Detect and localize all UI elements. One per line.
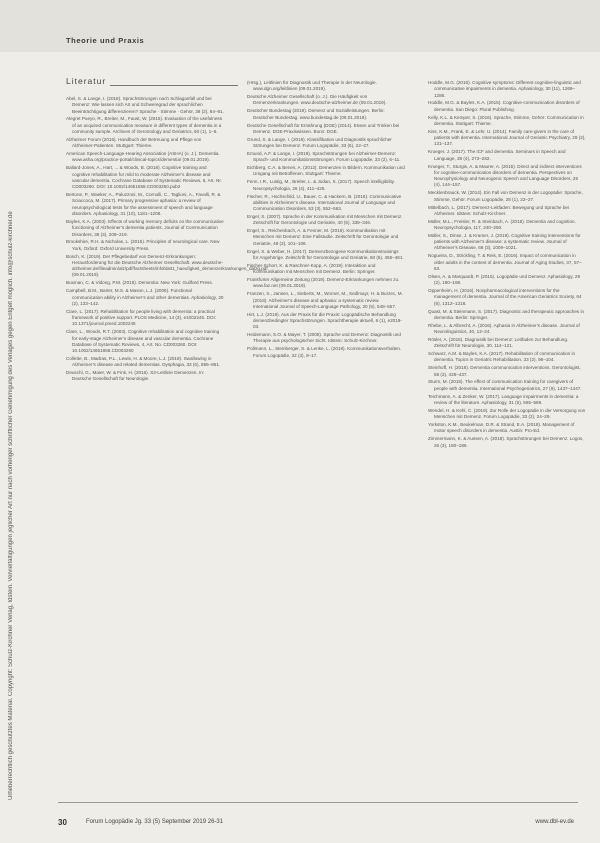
page-number: 30 xyxy=(58,818,67,827)
reference-entry: Clare, L., Woods, R.T. (2003). Cognitive rehabilitation and cognitive training for early-stage Alzheimer’s disease and vascular dementia. Cochrane Database of Systematic Reviews, 4, Art. No. CD003260. DOI: 10.1002/14651858.CD003260 xyxy=(66,329,220,354)
reference-entry: Mecklenbrauck, W. (2014). Ein Fall von Demenz in der Logopädie: Sprache, Stimme, Gehör. Forum Logopädie, 28 (1), 22–27. xyxy=(428,190,583,202)
reference-entry: Franzen, S., Jansen, L., Sieberts, M., Worner, M., Sedlmayr, H. & Burzec, M. (2018). Alzheimer’s disease and aphasia: a systematic review. International Journal of Speech-Language Pathology, 20 (5), 548–557. xyxy=(247,291,403,309)
journal-info: Forum Logopädie Jg. 33 (5) September 2019 26-31 xyxy=(86,819,224,825)
reference-entry: Fenn, I.R., Lustig, M., Breiter, L. & Jodan, S. (2017). Speech intelligibility. Neuropsychologia, 26 (4), 411–425. xyxy=(247,179,396,191)
reference-entry: American Speech-Language-Hearing Association (ASHA) (o. J.). Dementia. www.asha.org/practice-portal/clinical-topics/dementia/ (09.01.2019). xyxy=(66,151,220,163)
heading-rule xyxy=(110,85,238,86)
reference-entry: Oppenheim, H. (2016). Nonpharmacological interventions for the management of dementia. Journal of the American Geriatrics Society, 64 (6), 1312–1318. xyxy=(428,288,582,306)
footer-divider xyxy=(58,802,578,803)
reference-entry: Heidemann, S.O. & Mayer, T. (2008). Sprache und Demenz: Diagnostik und Therapie aus psychologischer Sicht. Idstein: Schulz-Kirchner. xyxy=(247,332,401,344)
reference-entry: Hirt, L.J. (2019). Aus der Praxis für die Praxis: Logopädische Behandlung demenzbedingter Sprachstörungen. Sprachtherapie aktuell, 6 (1), e2019-03. xyxy=(247,311,402,330)
reference-entry: Schwarz, A.M. & Bayles, K.A. (2017). Rehabilitation of communication in dementia. Topics in Geriatric Rehabilitation, 33 (2), 96–104. xyxy=(428,351,576,363)
reference-entry: Nogueira, D., Strickling, T. & Reis, E. (2016). Impact of communication in older adults in the context of dementia. Journal of Aging Studies, 37, 57–63. xyxy=(428,253,582,271)
reference-entry: Yorkston, K.M., Beukelman, D.R. & Strand, E.A. (2018). Management of motor speech disorders in dementia. Austin: Pro-Ed. xyxy=(428,422,575,434)
reference-entry: Deutscher Bundestag (2019). Demenz und Sozialleistungen. Berlin: Deutscher Bundestag. www.bundestag.de (09.01.2019). xyxy=(247,108,385,120)
reference-entry: Ballard-Jones, A., Hart, ... & Woods, B. (2018). Cognitive training and cognitive rehabilitation for mild to moderate Alzheimer’s disease and vascular dementia. Cochrane Database of Systematic Reviews, 6, Art. Nr. CD003260. DOI: 10.1002/14651858.CD003260.pub2 xyxy=(66,165,222,190)
reference-entry: Deuschl, G., Maier, W. & Fink, H. (2016). S3-Leitlinie Demenzen. In: Deutsche Gesellschaft für Neurologie. xyxy=(66,370,205,382)
reference-entry: Zimmermann, K. & Aussen, A. (2018). Sprachstörungen bei Demenz. Logos, 26 (3), 180–189. xyxy=(428,436,584,448)
reference-entry: Eichberg, C.A. & Benes, A. (2012). Demenzen in Bildern. Kommunikation und Umgang mit Betroffenen. Stuttgart: Thieme. xyxy=(247,165,405,177)
reference-entry: Frankfurter Allgemeine Zeitung (2019). Demenz-Erkrankungen nehmen zu. www.faz.net (09.01.2019). xyxy=(247,277,400,289)
publisher-url[interactable]: www.dbl-ev.de xyxy=(535,819,574,825)
reference-entry: Mittelbach, L. (2017). Demenz-Leitfaden: Bewegung und Sprache bei Alzheimer. Idstein: Schulz-Kirchner. xyxy=(428,204,569,216)
reference-entry: Alegret Pueyo, R., Breiter, M., Faust, W. (2015). Evaluation of the usefulness of an acquired communication measure in different types of dementia in a community sample. Archives of Gerontology and Geriatrics, 60 (1), 1–6. xyxy=(66,116,223,135)
reference-entry: Alzheimer Forum (2016). Handbuch der Betreuung und Pflege von Alzheimer-Patienten. Stuttgart: Thieme. xyxy=(66,136,202,149)
reference-entry: Rösler, A. (2016). Diagnostik bei Demenz: Leitfaden zur Behandlung. Zeitschrift für Neurologie, 30, 114–121. xyxy=(428,336,569,349)
reference-entry: Wendel, H. & Kehl, C. (2019). Zur Rolle der Logopädie in der Versorgung von Menschen mit Demenz. Forum Logopädie, 33 (2), 24–29. xyxy=(428,407,586,420)
reference-entry: (Hrsg.), Leitlinien für Diagnostik und Therapie in der Neurologie. www.dgn.org/leitlinien (09.01.2019). xyxy=(247,80,377,92)
reference-entry: Müller, M.L., Freisler, R. & Steinbach, A. (2018). Dementia and cognition. Neuropsychologia, 117, 240–250. xyxy=(428,218,576,230)
copyright-notice xyxy=(8,60,22,800)
reference-entry: Sturm, M. (2015). The effect of communication training for caregivers of people with dementia. International Psychogeriatrics, 27 (9), 1437–1447. xyxy=(428,379,582,391)
reference-column-2 xyxy=(247,80,405,361)
reference-entry: Olsen, A. & Marquardt, P. (2015). Logopädie und Demenz. Aphasiology, 29 (2), 180–198. xyxy=(428,273,581,286)
reference-entry: Teichmann, A. & Zenker, W. (2017). Language impairments in dementia: a review of the literature. Aphasiology, 31 (5), 565–589. xyxy=(428,393,579,405)
reference-entry: Steinhoff, H. (2018). Dementia communication interventions. Gerontologist, 58 (3), 428–437. xyxy=(428,365,581,377)
reference-entry: Fischer, R., Hochschild, U., Bauer, C. & Hackern, B. (2018). Communicative abilities in Alzheimer’s disease. International Journal of Language and Communication Disorders, 53 (3), 552–563. xyxy=(247,193,402,212)
reference-entry: Fischer-Schorr, K. & Raschner-Kopp, A. (2019). Interaktion und Kommunikation mit Menschen mit Demenz. Berlin: Springer. xyxy=(247,262,376,275)
reference-entry: Grund, S. & Lange, I. (2019). Klassifikation und Diagnostik sprachlicher Störungen bei Demenz. Forum Logopädie, 33 (5), 22–27. xyxy=(247,136,392,149)
section-title: Theorie und Praxis xyxy=(66,36,145,45)
reference-entry: Campbell, B.M., Barter, M.S. & Mason, L.J. (2006). Functional communication ability in Alzheimer’s and other dementias. Aphasiology, 20 (2), 133–142. xyxy=(66,288,224,306)
reference-entry: Buxman, C. & Vidong, P.M. (2016). Dementia: New York: Guilford Press. xyxy=(66,280,213,286)
reference-entry: Engel, S., Reichenbach, A. & Fenner, M. (2016). Kommunikation mit Menschen mit Demenz: Eine Fallstudie. Zeitschrift für Gerontologie und Geriatrie, 49 (2), 101–106. xyxy=(247,228,399,246)
reference-entry: Krueger, J. (2017). The ICF and dementia. Seminars in Speech and Language, 38 (4), 273–282. xyxy=(428,149,566,161)
reference-entry: Deutsche Gesellschaft für Ernährung (DGE) (2014). Essen und Trinken bei Demenz. DGE-Praxiswissen. Bonn: DGE. xyxy=(247,122,400,134)
reference-entry: Engel, S. (2007). Sprache in der Kommunikation mit Menschen mit Demenz. Zeitschrift für Gerontologie und Geriatrie, 40 (5), 339–346. xyxy=(247,213,403,226)
literature-heading: Literatur xyxy=(66,76,107,86)
reference-entry: Engel, S. & Weber, H. (2017). Demenzbezogene Kommunikationstrainings für Angehörige. Zeitschrift für Gerontologie und Geriatrie, 50 (5), 455–461. xyxy=(247,248,404,260)
reference-column-1 xyxy=(66,96,268,384)
reference-entry: Müller, S., Dinse, J. & Kramer, J. (2019). Cognitive training interventions for patients with Alzheimer’s disease: a systematic review. Journal of Alzheimer’s Disease, 68 (3), 1009–1021. xyxy=(428,232,581,251)
reference-entry: Clare, L. (2017). Rehabilitation for people living with dementia: a practical framework of positive support. PLOS Medicine, 14 (3), e1002245. DOI: 10.1371/journal.pmed.1002245 xyxy=(66,308,217,327)
reference-entry: Emund, A.F. & Lange, I. (2019). Sprachstörungen bei Alzheimer-Demenz: Sprach- und Kommunikationsstörungen. Forum Logopädie, 33 (2), 6–11. xyxy=(247,150,401,163)
reference-entry: Bosch, K. (2019). Der Pflegebedarf von Demenz-Erkrankungen: Herausforderung für die Deutsche Alzheimer Gesellschaft. www.deutsche-alzheimer.de/fileadmin/alz/pdf/factsheets/infoblatt1_haeufigkeit_demenzerkrankungen_dalzg.pdf (09.01.2019). xyxy=(66,253,268,278)
reference-column-3 xyxy=(428,80,586,450)
copyright-text: Urheberrechtlich geschütztes Material. Copyright: Schulz-Kirchner Verlag, Idstein. Vervielfältigungen jeglicher Art nur nach vorheriger schriftlicher Genehmigung des Verlages gegen Entgelt möglich. info@schulz-kirchner.de xyxy=(8,211,14,800)
reference-entry: Kiss, K.M., Frank, E. & Lehr, U. (2014). Family care-givers in the care of patients with dementia. International Journal of Geriatric Psychiatry, 29 (2), 131–137. xyxy=(428,128,586,147)
reference-entry: Kelly, K.L. & Kemper, S. (2016). Sprache, Stimme, Gehör: Communication in dementia. Stuttgart: Thieme. xyxy=(428,114,584,126)
reference-entry: Bertone, P., Waeker, A., Paluzzoni, M., Cornulli, C., Taglioni, A., Favalli, R. & Sciaccoca, M. (2017). Primary progressive aphasia: a review of neuropsychological tests for the assessment of speech and language disorders. Aphasiology, 31 (10), 1181–1208. xyxy=(66,192,221,217)
reference-entry: Krueger, T., Sturgis, A. & Maurer, A. (2015). Direct and indirect interventions for cognitive-communication disorders of dementia. Perspectives on Neurophysiology and Neurogenic Speech and Language Disorders, 25 (4), 144–157. xyxy=(428,163,582,188)
reference-entry: Deutsche Alzheimer Gesellschaft (o. J.). Die Häufigkeit von Demenzerkrankungen. www.deutsche-alzheimer.de (09.01.2019). xyxy=(247,94,387,106)
reference-entry: Pollmann, L., Steinberger, S. & Lenke, L. (2018). Kommunikationsverhalten. Forum Logopädie, 32 (3), 8–17. xyxy=(247,346,402,358)
reference-entry: Rhebe, L. & Albrecht, A. (2016). Aphasia in Alzheimer’s disease. Journal of Neurolinguistics, 40, 12–24. xyxy=(428,322,580,334)
reference-entry: Bayles, K.A. (2003). Effects of working memory deficits on the communicative functioning of Alzheimer’s dementia patients. Journal of Communication Disorders, 36 (3), 209–219. xyxy=(66,218,224,237)
reference-entry: Hoddle, M.G. (2016). Cognitive symptoms: Different cognitive-linguistic and communicative impairments in dementia. Aphasiology, 30 (11), 1269–1286. xyxy=(428,80,581,98)
reference-entry: Collette, B., Madras, P.L., Lewis, H. & Moore, L.J. (2018). Swallowing in Alzheimer’s disease and related dementias. Dysphagia, 33 (6), 855–861. xyxy=(66,356,221,368)
reference-entry: Brookshire, R.H. & Nicholas, L. (2015). Principles of neurological care. New York, Oxford: Oxford University Press. xyxy=(66,239,220,251)
reference-entry: Quast, M. & Steinmann, S. (2017). Diagnostic and therapeutic approaches in dementia. Berlin: Springer. xyxy=(428,308,585,320)
reference-entry: Abel, S. & Lange, I. (2018). Sprachstörungen nach Schlaganfall und bei Demenz: Wie lassen sich Art und Schweregrad der sprachlichen Beeinträchtigung differenzieren? Sprache · Stimme · Gehör, 38 (2), 84–91. xyxy=(66,96,224,114)
reference-entry: Hoddle, M.G. & Bayles, K.A. (2015). Cognitive-communication disorders of dementia. San Diego: Plural Publishing. xyxy=(428,100,580,112)
